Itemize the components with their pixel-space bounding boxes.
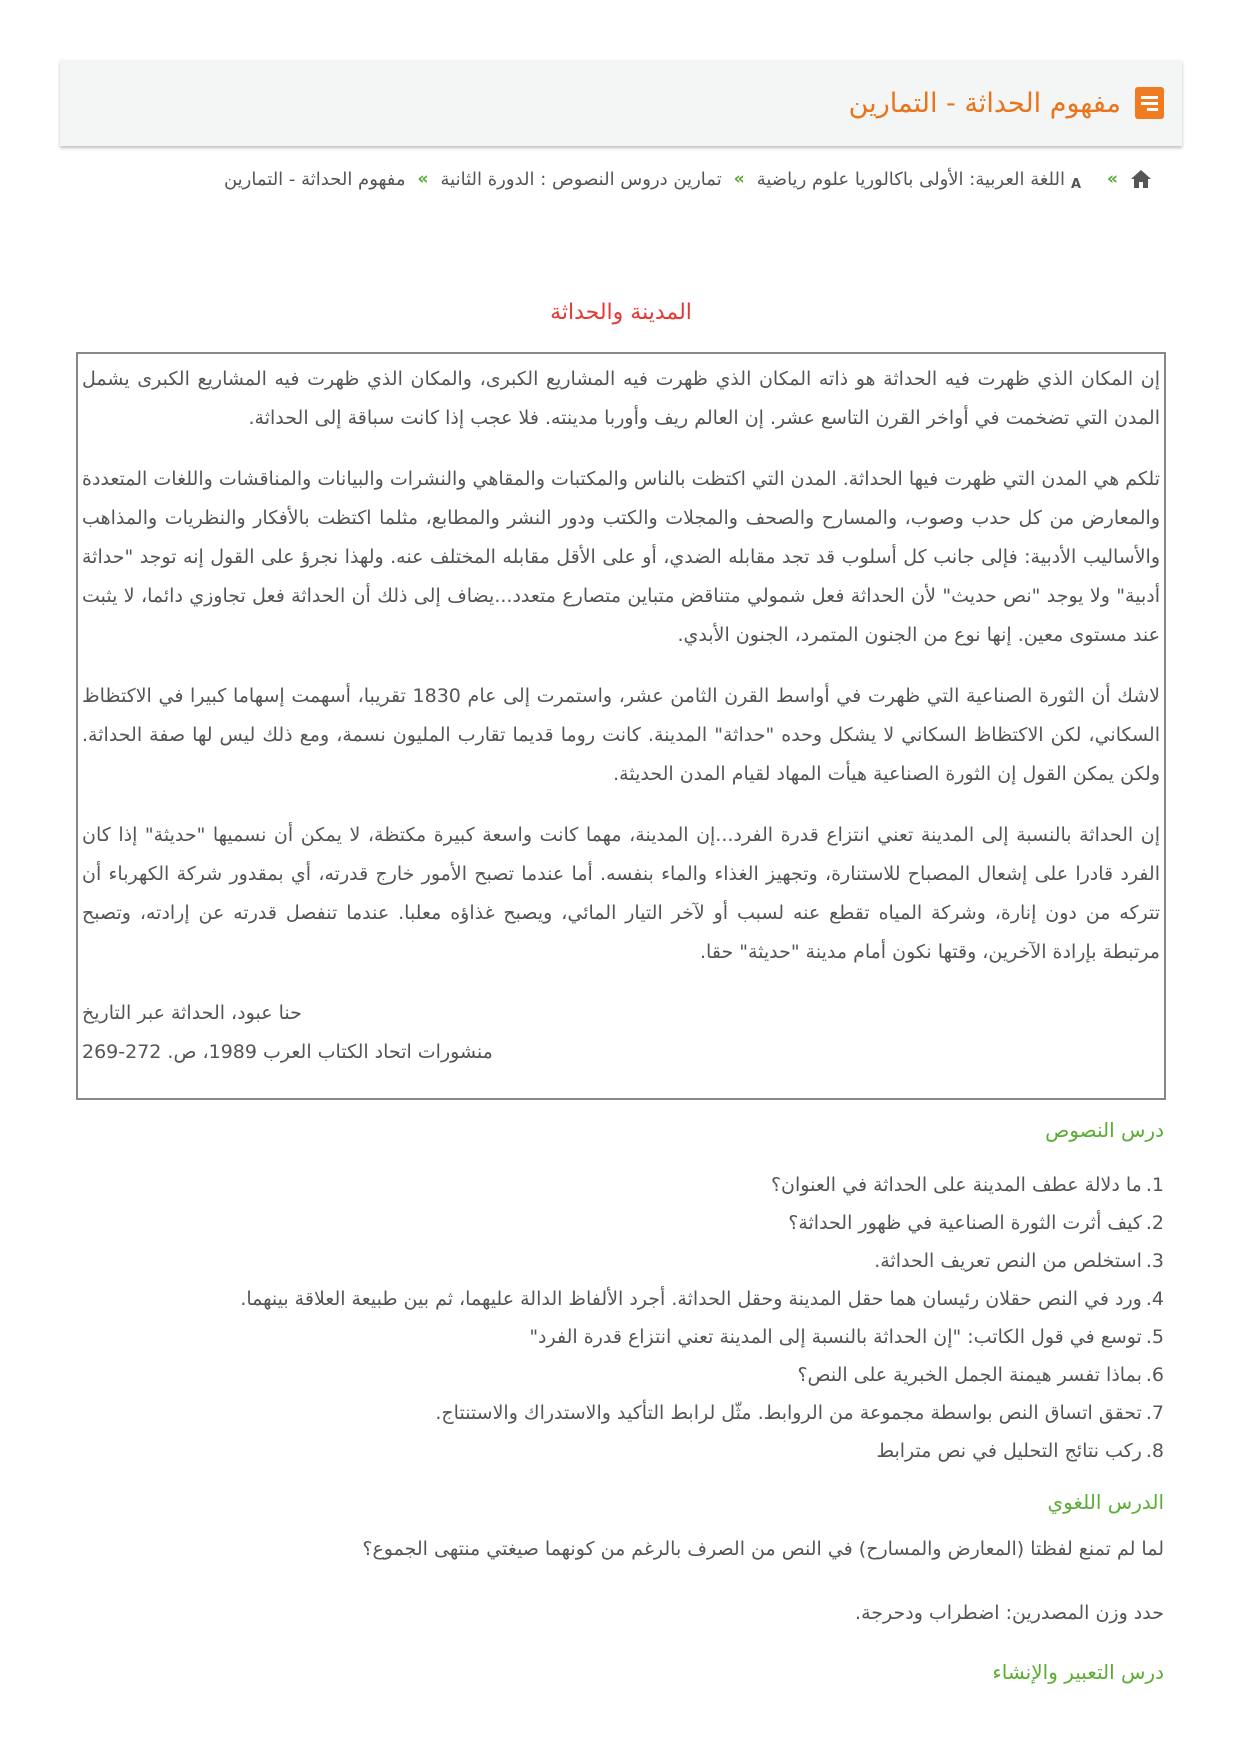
svg-text:A: A [1071, 177, 1082, 190]
text-paragraph-4: إن الحداثة بالنسبة إلى المدينة تعني انتزاع قدرة الفرد...إن المدينة، مهما كانت واسعة كبيرة مكتظة، لا يمكن أن نسميها "حديثة" إذا كان الفرد قادرا على إشعال المصباح للاستنارة، وتجهيز الغذاء والماء بنفسه. أما عندما تصبح الأمور خارج قدرته، أي بمقدور شركة الكهرباء أن تتركه من دون إنارة، وشركة المياه تقطع عنه لسبب أو لآخر التيار المائي، ويصبح غذاؤه معلبا. عندما تنفصل قدرته عن إرادته، وتصبح مرتبطة بإرادة الآخرين، وقتها نكون أمام مدينة "حديثة" حقا. [82, 824, 1160, 963]
question-text: توسع في قول الكاتب: "إن الحداثة بالنسبة إلى المدينة تعني انتزاع قدرة الفرد" [529, 1326, 1142, 1348]
question-number: 1. [1145, 1174, 1164, 1196]
breadcrumb-item-subject[interactable]: اللغة العربية: الأولى باكالوريا علوم رياضية [756, 168, 1066, 190]
translate-icon [1071, 168, 1095, 190]
breadcrumb-item-exercises[interactable]: تمارين دروس النصوص : الدورة الثانية [440, 168, 722, 190]
source-author: حنا عبود، الحداثة عبر التاريخ [82, 1002, 302, 1024]
section-heading-texts: درس النصوص [1045, 1118, 1164, 1142]
breadcrumb-item-current: مفهوم الحداثة - التمارين [223, 168, 406, 190]
list-item [64, 1432, 1164, 1470]
list-item [64, 1394, 1164, 1432]
section-heading-language: الدرس اللغوي [1047, 1490, 1164, 1514]
source-publisher: منشورات اتحاد الكتاب العرب 1989، ص. 272-269 [82, 1041, 493, 1063]
home-icon[interactable] [1130, 169, 1152, 189]
text-paragraph-1: إن المكان الذي ظهرت فيه الحداثة هو ذاته المكان الذي ظهرت فيه المشاريع الكبرى، والمكان الذي ظهرت فيه المشاريع الكبرى يشمل المدن التي تضخمت في أواخر القرن التاسع عشر. إن العالم ريف وأوربا مدينته. فلا عجب إذا كانت سباقة إلى الحداثة. [82, 368, 1160, 429]
language-question-1: لما لم تمنع لفظتا (المعارض والمسارح) في النص من الصرف بالرغم من كونهما صيغتي منتهى الجموع؟ [362, 1538, 1164, 1560]
language-question-2: حدد وزن المصدرين: اضطراب ودحرجة. [855, 1602, 1164, 1624]
breadcrumb [224, 168, 1152, 190]
question-number: 3. [1145, 1250, 1164, 1272]
page-header [60, 60, 1182, 146]
question-text: ورد في النص حقلان رئيسان هما حقل المدينة وحقل الحداثة. أجرد الألفاظ الدالة عليهما، ثم بين طبيعة العلاقة بينهما. [240, 1288, 1142, 1310]
list-item [64, 1356, 1164, 1394]
question-number: 2. [1145, 1212, 1164, 1234]
question-number: 7. [1145, 1402, 1164, 1424]
breadcrumb-separator: » [417, 169, 429, 189]
list-item [64, 1280, 1164, 1318]
list-item [64, 1318, 1164, 1356]
question-number: 6. [1145, 1364, 1164, 1386]
question-text: استخلص من النص تعريف الحداثة. [874, 1250, 1142, 1272]
question-number: 4. [1145, 1288, 1164, 1310]
section-heading-composition: درس التعبير والإنشاء [992, 1660, 1164, 1684]
text-box [76, 352, 1166, 1100]
question-text: ما دلالة عطف المدينة على الحداثة في العنوان؟ [770, 1174, 1142, 1196]
breadcrumb-separator: » [733, 169, 745, 189]
text-paragraph-2: تلكم هي المدن التي ظهرت فيها الحداثة. المدن التي اكتظت بالناس والمكتبات والمقاهي والنشرات والبيانات والمناقشات واللغات المتعددة والمعارض من كل حدب وصوب، والمسارح والصحف والمجلات والكتب ودور النشر والمطابع، مثلما اكتظت بالأفكار والنظريات والمذاهب والأساليب الأدبية: فإلى جانب كل أسلوب قد تجد مقابله الضدي، أو على الأقل مقابله المختلف عنه. ولهذا نجرؤ على القول إنه توجد "حداثة أدبية" ولا يوجد "نص حديث" لأن الحداثة فعل شمولي متناقض متباين متصارع متعدد...يضاف إلى ذلك أن الحداثة فعل تجاوزي دائما، لا يثبت عند مستوى معين. إنها نوع من الجنون المتمرد، الجنون الأبدي. [82, 468, 1160, 646]
list-item [64, 1204, 1164, 1242]
question-number: 5. [1145, 1326, 1164, 1348]
text-paragraph-3: لاشك أن الثورة الصناعية التي ظهرت في أواسط القرن الثامن عشر، واستمرت إلى عام 1830 تقريبا، أسهمت إسهاما كبيرا في الاكتظاظ السكاني، لكن الاكتظاظ السكاني لا يشكل وحده "حداثة" المدينة. كانت روما قديما تقارب المليون نسمة، ومع ذلك ليس لها صفة الحداثة. ولكن يمكن القول إن الثورة الصناعية هيأت المهاد لقيام المدن الحديثة. [82, 685, 1161, 785]
list-item [64, 1242, 1164, 1280]
document-icon [1135, 87, 1164, 119]
question-list [64, 1166, 1164, 1470]
text-title: المدينة والحداثة [550, 300, 692, 325]
page-title: مفهوم الحداثة - التمارين [848, 87, 1121, 119]
breadcrumb-separator: » [1107, 169, 1118, 189]
question-text: ركب نتائج التحليل في نص مترابط [876, 1440, 1142, 1462]
question-text: بماذا تفسر هيمنة الجمل الخبرية على النص؟ [797, 1364, 1142, 1386]
source-block [82, 994, 1160, 1072]
question-number: 8. [1145, 1440, 1164, 1462]
list-item [64, 1166, 1164, 1204]
question-text: كيف أثرت الثورة الصناعية في ظهور الحداثة؟ [788, 1212, 1142, 1234]
question-text: تحقق اتساق النص بواسطة مجموعة من الروابط. مثّل لرابط التأكيد والاستدراك والاستنتاج. [435, 1402, 1142, 1424]
